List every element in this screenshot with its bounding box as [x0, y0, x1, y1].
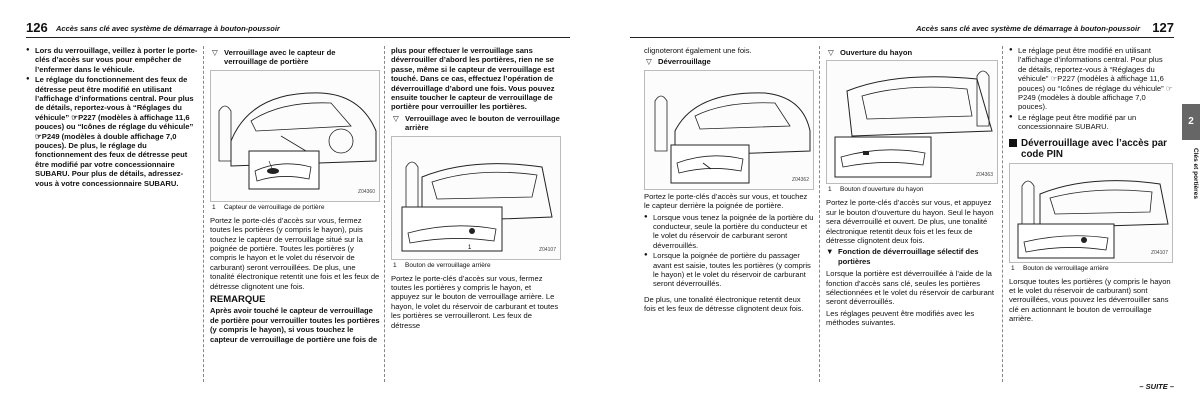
figure-caption: 1 Bouton d’ouverture du hayon — [828, 186, 924, 194]
function-body: Lorsque la portière est déverrouillée à l’aide de la fonction d’accès sans clé, seules les portières sélectionnées et le volet du réservoir de carburant seront déverrouillés. — [826, 269, 995, 307]
figure-tailgate-open — [826, 60, 998, 184]
right-col-3 — [1009, 46, 1173, 326]
header-title: Accès sans clé avec système de démarrage à bouton-poussoir — [916, 24, 1140, 33]
column-divider — [819, 46, 820, 382]
bullet-list — [644, 213, 814, 289]
subheading: ▽ Verrouillage avec le bouton de verrouillage arrière — [393, 113, 560, 133]
left-header — [26, 18, 570, 38]
continued-marker: – SUITE – — [1139, 382, 1174, 391]
list-item: ● Le réglage du fonctionnement des feux de détresse peut être modifié en utilisant l’affichage d’informations central. Pour plus de détails, reportez-vous à “Réglages du véhicule” ☞P227 (modèles à affichage 11,6 pouces) ou “Icônes de réglage du véhicule” ☞P249 (modèles à double affichage 7,0 pouces). De plus, le réglage du fonctionnement des feux de détresse peut être modifié par votre concessionnaire SUBARU. Pour plus de détails, adressez-vous à votre concessionnaire SUBARU. — [26, 75, 198, 188]
svg-text:1: 1 — [468, 244, 472, 251]
list-item: ● Lorsque la poignée de portière du passager avant est saisie, toutes les portières (y compris le hayon) et le volet du réservoir de carburant seront déverrouillés. — [644, 251, 814, 289]
square-bullet-icon — [1009, 139, 1017, 147]
figure-code: Z04363 — [976, 172, 993, 178]
right-page — [604, 0, 1200, 402]
page-number: 127 — [1152, 20, 1174, 35]
remark-body: Après avoir touché le capteur de verrouillage de portière pour verrouiller toutes les portières (y compris le hayon), si vous touchez le capteur de verrouillage de portière une fois de — [210, 306, 380, 344]
figure-rear-lock-button — [391, 136, 561, 260]
header-title: Accès sans clé avec système de démarrage à bouton-poussoir — [56, 24, 280, 33]
subheading: ▽ Déverrouillage — [646, 57, 711, 67]
bullet-list — [26, 46, 198, 188]
triangle-icon: ▽ — [828, 48, 834, 57]
tailgate-illustration — [392, 137, 560, 259]
figure-code: Z04360 — [358, 189, 375, 196]
triangle-icon: ▽ — [646, 57, 652, 67]
bullet-list — [1009, 46, 1173, 132]
page-number: 126 — [26, 20, 48, 35]
column-divider — [1002, 46, 1003, 382]
intro-text: clignoteront également une fois. — [644, 46, 752, 55]
list-item: ● Lorsque vous tenez la poignée de la portière du conducteur, seule la portière du conducteur et le volet du réservoir de carburant seront déverrouillés. — [644, 213, 814, 251]
section-heading: Déverrouillage avec l’accès par code PIN — [1009, 138, 1173, 160]
car-door-illustration — [211, 71, 379, 201]
triangle-icon: ▽ — [212, 48, 218, 57]
left-col-3 — [391, 46, 561, 332]
figure-caption: 1 Bouton de verrouillage arrière — [1011, 264, 1109, 272]
left-col-1 — [26, 46, 198, 189]
list-item: ● Lors du verrouillage, veillez à porter le porte-clés d’accès sur vous pour empêcher de l’enfermer dans le véhicule. — [26, 46, 198, 74]
body-text: Portez le porte-clés d’accès sur vous, fermez toutes les portières (y compris le hayon), puis touchez le capteur de verrouillage situé sur la poignée de portière. Toutes les portières (y compris le hayon et le volet du réservoir de carburant) seront verrouillées. De plus, une tonalité électronique retentit une fois et les feux de détresse clignotent une fois. — [210, 215, 380, 291]
left-col-2 — [210, 46, 380, 346]
right-col-1 — [644, 46, 814, 316]
chapter-tab: 2 — [1182, 104, 1200, 140]
column-divider — [384, 46, 385, 382]
subheading: ▽ Verrouillage avec le capteur de verrouillage de portière — [212, 48, 336, 67]
right-col-2 — [826, 46, 998, 330]
list-item: ● Le réglage peut être modifié en utilisant l’affichage d’informations central. Pour plus de détails, reportez-vous à “Réglages du véhicule” ☞P227 (modèles à affichage 11,6 pouces) ou “Icônes de réglage du véhicule” ☞P249 (modèles à double affichage 7,0 pouces). — [1009, 46, 1173, 112]
after-text: De plus, une tonalité électronique retentit deux fois et les feux de détresse clignotent deux fois. — [644, 294, 804, 314]
triangle-icon: ▽ — [393, 113, 399, 123]
left-page — [0, 0, 596, 402]
body-text: Portez le porte-clés d’accès sur vous, et appuyez sur le bouton d’ouverture du hayon. Seul le hayon sera déverrouillé et ouvert. De plus, une tonalité électronique retentit deux fois et les feux de détresse clignotent deux fois. — [826, 198, 994, 246]
body-text: Portez le porte-clés d’accès sur vous, fermez toutes les portières y compris le hayon, et appuyez sur le bouton de verrouillage arrière. Le hayon, le volet du réservoir de carburant et toutes les portières se verrouilleront. Les feux de détresse — [391, 273, 559, 330]
figure-code: Z04362 — [792, 177, 809, 184]
figure-caption: 1 Bouton de verrouillage arrière — [393, 261, 491, 269]
black-triangle-icon: ▼ — [826, 247, 834, 257]
body-text: Lorsque toutes les portières (y compris le hayon et le volet du réservoir de carburant) sont verrouillées, vous pouvez les déverrouiller sans clé en actionnant le bouton de verrouillage arrière. — [1009, 276, 1171, 324]
figure-code: Z04107 — [539, 247, 556, 254]
figure-unlock — [644, 70, 814, 190]
subheading: ▽ Ouverture du hayon — [828, 48, 913, 57]
tailgate-open-illustration — [827, 61, 997, 183]
figure-pin-access — [1009, 163, 1173, 263]
pin-access-illustration — [1010, 164, 1172, 262]
right-header — [630, 18, 1174, 38]
unlock-illustration — [645, 71, 813, 189]
column-divider — [203, 46, 204, 382]
figure-caption: 1 Capteur de verrouillage de portière — [212, 203, 325, 211]
list-item: ● Le réglage peut être modifié par un concessionnaire SUBARU. — [1009, 113, 1173, 132]
remark-title: REMARQUE — [210, 294, 266, 306]
intro-text: plus pour effectuer le verrouillage sans déverrouiller d’abord les portières, rien ne se passe, même si le capteur de verrouillage est touché. Dans ce cas, effectuez l’opération de déverrouillage d’abord une fois. Vous pouvez ensuite toucher le capteur de verrouillage de portière pour verrouiller les portières. — [391, 46, 555, 112]
figure-code: Z04107 — [1151, 250, 1168, 257]
body-text: Portez le porte-clés d’accès sur vous, et touchez le capteur derrière la poignée de portière. — [644, 191, 808, 211]
function-heading: ▼ Fonction de déverrouillage sélectif des portières — [826, 247, 979, 266]
figure-door-sensor — [210, 70, 380, 202]
chapter-title: Clés et portières — [1192, 148, 1199, 199]
settings-body: Les réglages peuvent être modifiés avec les méthodes suivantes. — [826, 308, 975, 328]
